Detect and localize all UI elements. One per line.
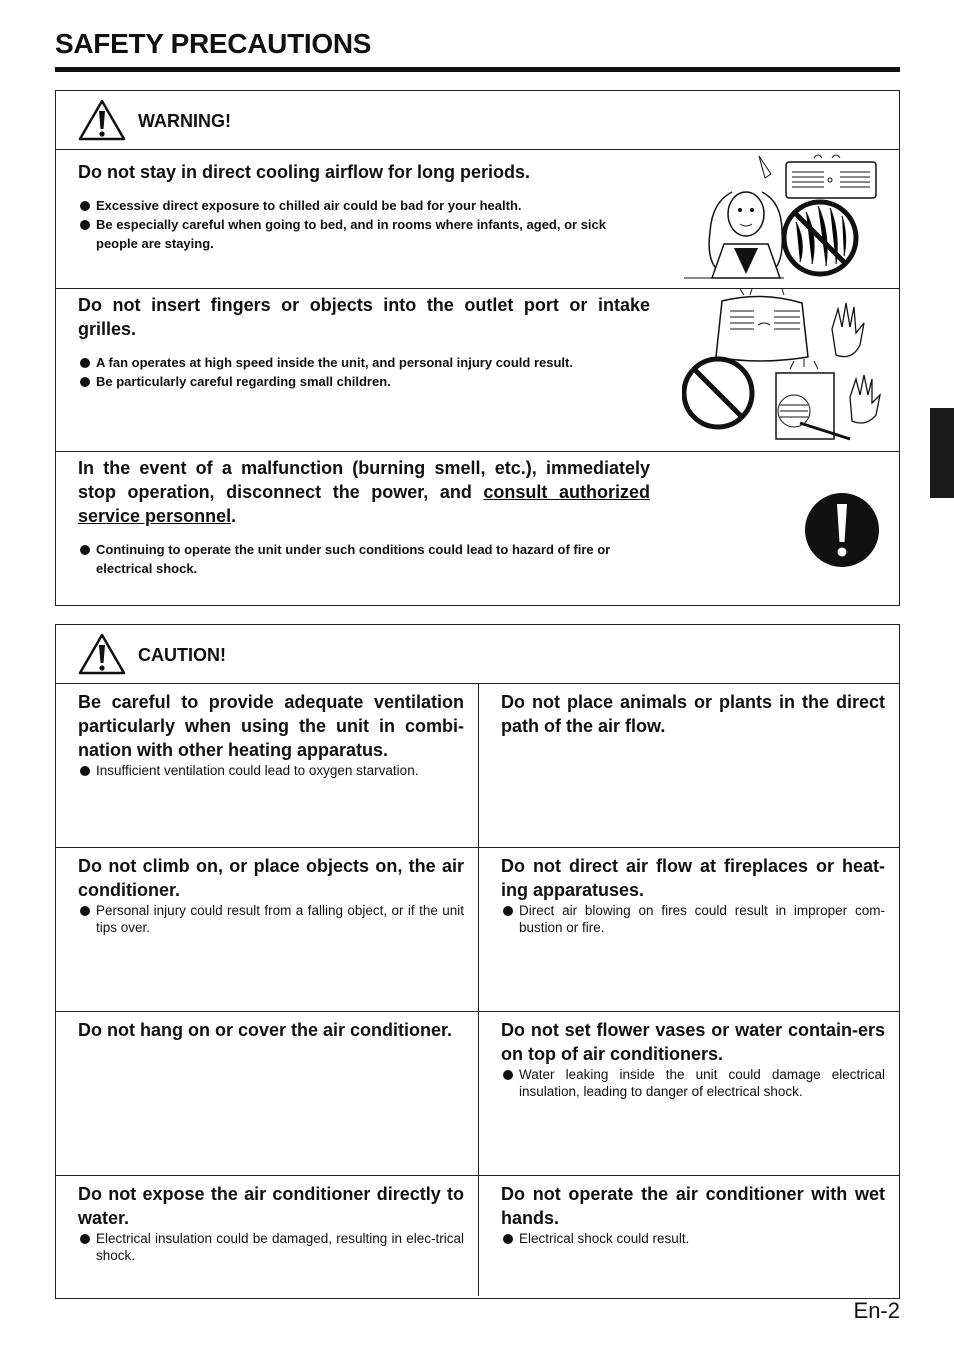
page-title: SAFETY PRECAUTIONS xyxy=(55,28,372,59)
caution-bullet: Personal injury could result from a falling object, or if the unit tips over. xyxy=(78,902,464,936)
page-number: En-2 xyxy=(853,1298,900,1323)
warning-item-title: In the event of a malfunction (burning smell, etc.), immediately stop operation, disconnect the power, and consult authorized service personnel. xyxy=(78,458,650,526)
section-tab xyxy=(930,408,954,498)
warning-bullet: Be especially careful when going to bed, and in rooms where infants, aged, or sick people are staying. xyxy=(78,215,650,253)
caution-label: CAUTION! xyxy=(138,645,226,665)
caution-bullet: Direct air blowing on fires could result in improper com-bustion or fire. xyxy=(501,902,885,936)
caution-cell xyxy=(478,1012,899,1176)
caution-cell xyxy=(56,848,478,1012)
caution-cell xyxy=(478,684,899,848)
caution-box xyxy=(55,624,900,1299)
warning-item-title: Do not insert fingers or objects into the outlet port or intake grilles. xyxy=(78,295,650,339)
warning-triangle-icon xyxy=(78,99,126,141)
warning-item xyxy=(56,150,899,289)
caution-bullet: Water leaking inside the unit could damage electrical insulation, leading to danger of electrical shock. xyxy=(501,1066,885,1100)
warning-item xyxy=(56,452,899,606)
exclamation-circle-icon xyxy=(804,492,880,568)
caution-bullet: Electrical insulation could be damaged, resulting in elec-trical shock. xyxy=(78,1230,464,1264)
caution-cell xyxy=(56,1012,478,1176)
title-rule xyxy=(55,67,900,72)
caution-title: Do not direct air flow at fireplaces or heat-ing apparatuses. xyxy=(501,856,885,900)
warning-bullet: Be particularly careful regarding small children. xyxy=(78,372,650,391)
warning-bullet: A fan operates at high speed inside the unit, and personal injury could result. xyxy=(78,353,650,372)
caution-title: Do not operate the air conditioner with wet hands. xyxy=(501,1184,885,1228)
warning-triangle-icon xyxy=(78,633,126,675)
cold-airflow-illustration xyxy=(684,152,880,282)
caution-title: Do not hang on or cover the air conditioner. xyxy=(78,1020,453,1040)
fingers-grille-illustration xyxy=(682,289,882,445)
warning-item xyxy=(56,289,899,452)
caution-title: Do not climb on, or place objects on, the air conditioner. xyxy=(78,856,464,900)
caution-header xyxy=(56,625,899,684)
caution-title: Do not expose the air conditioner directly to water. xyxy=(78,1184,464,1228)
warning-item-title: Do not stay in direct cooling airflow for long periods. xyxy=(78,162,531,182)
warning-header xyxy=(56,91,899,150)
caution-bullet: Insufficient ventilation could lead to oxygen starvation. xyxy=(78,762,464,779)
caution-cell xyxy=(478,1176,899,1296)
caution-title: Be careful to provide adequate ventilation particularly when using the unit in combi-nation with other heating apparatus. xyxy=(78,692,464,760)
caution-grid xyxy=(56,684,899,1296)
warning-box xyxy=(55,90,900,606)
warning-bullet: Continuing to operate the unit under such conditions could lead to hazard of fire or electrical shock. xyxy=(78,540,650,578)
caution-cell xyxy=(56,684,478,848)
caution-bullet: Electrical shock could result. xyxy=(501,1230,885,1247)
caution-cell xyxy=(56,1176,478,1296)
warning-bullet: Excessive direct exposure to chilled air could be bad for your health. xyxy=(78,196,650,215)
warning-label: WARNING! xyxy=(138,111,231,131)
caution-title: Do not place animals or plants in the direct path of the air flow. xyxy=(501,692,885,736)
consult-service-link: consult authorized service personnel xyxy=(78,482,650,526)
caution-title: Do not set flower vases or water contain-ers on top of air conditioners. xyxy=(501,1020,885,1064)
caution-cell xyxy=(478,848,899,1012)
